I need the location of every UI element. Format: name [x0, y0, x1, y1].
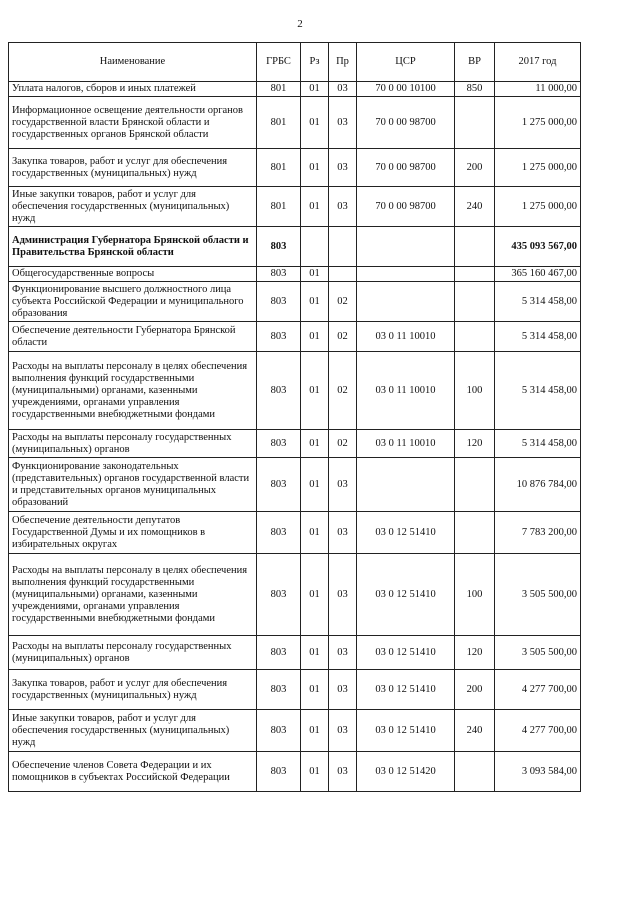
- table-row: [9, 267, 581, 282]
- cell-vr: 120: [455, 430, 495, 458]
- cell-grbs: 803: [257, 352, 301, 430]
- cell-name: Информационное освещение деятельности органов государственной власти Брянской области и государственных органов Брянской области: [9, 97, 257, 149]
- cell-grbs: 803: [257, 670, 301, 710]
- table-row: [9, 149, 581, 187]
- cell-csr: 03 0 12 51410: [357, 554, 455, 636]
- cell-name: Уплата налогов, сборов и иных платежей: [9, 82, 257, 97]
- cell-grbs: 803: [257, 267, 301, 282]
- table-row: [9, 352, 581, 430]
- cell-vr: [455, 752, 495, 792]
- cell-sum: 5 314 458,00: [495, 322, 581, 352]
- header-name: Наименование: [9, 43, 257, 82]
- cell-sum: 5 314 458,00: [495, 352, 581, 430]
- cell-rz: 01: [301, 282, 329, 322]
- cell-vr: 200: [455, 149, 495, 187]
- cell-sum: 4 277 700,00: [495, 710, 581, 752]
- table-row: [9, 512, 581, 554]
- cell-pr: 03: [329, 97, 357, 149]
- table-row: [9, 322, 581, 352]
- cell-name: Администрация Губернатора Брянской области и Правительства Брянской области: [9, 227, 257, 267]
- cell-pr: [329, 267, 357, 282]
- cell-sum: 1 275 000,00: [495, 97, 581, 149]
- cell-csr: 70 0 00 98700: [357, 187, 455, 227]
- table-row: [9, 187, 581, 227]
- table-row: [9, 636, 581, 670]
- cell-vr: 240: [455, 187, 495, 227]
- cell-grbs: 803: [257, 282, 301, 322]
- cell-csr: 03 0 11 10010: [357, 352, 455, 430]
- cell-vr: [455, 458, 495, 512]
- table-row: [9, 430, 581, 458]
- cell-grbs: 801: [257, 82, 301, 97]
- table-body: [9, 82, 581, 792]
- cell-pr: 03: [329, 636, 357, 670]
- cell-csr: [357, 458, 455, 512]
- cell-name: Обеспечение членов Совета Федерации и их помощников в субъектах Российской Федерации: [9, 752, 257, 792]
- header-csr: ЦСР: [357, 43, 455, 82]
- cell-sum: 7 783 200,00: [495, 512, 581, 554]
- cell-sum: 5 314 458,00: [495, 282, 581, 322]
- cell-rz: 01: [301, 636, 329, 670]
- cell-rz: 01: [301, 187, 329, 227]
- cell-grbs: 801: [257, 149, 301, 187]
- cell-rz: 01: [301, 512, 329, 554]
- cell-vr: 850: [455, 82, 495, 97]
- cell-pr: 03: [329, 670, 357, 710]
- table-header-row: [9, 43, 581, 82]
- cell-csr: 03 0 12 51420: [357, 752, 455, 792]
- cell-csr: 03 0 12 51410: [357, 710, 455, 752]
- cell-sum: 3 093 584,00: [495, 752, 581, 792]
- cell-vr: 120: [455, 636, 495, 670]
- cell-grbs: 801: [257, 97, 301, 149]
- cell-sum: 1 275 000,00: [495, 149, 581, 187]
- cell-vr: [455, 227, 495, 267]
- cell-rz: 01: [301, 458, 329, 512]
- cell-rz: 01: [301, 97, 329, 149]
- cell-sum: 365 160 467,00: [495, 267, 581, 282]
- header-sum: 2017 год: [495, 43, 581, 82]
- cell-rz: 01: [301, 710, 329, 752]
- cell-grbs: 803: [257, 752, 301, 792]
- page-number: 2: [297, 18, 303, 30]
- cell-rz: 01: [301, 430, 329, 458]
- cell-grbs: 803: [257, 458, 301, 512]
- cell-rz: [301, 227, 329, 267]
- cell-name: Расходы на выплаты персоналу государственных (муниципальных) органов: [9, 430, 257, 458]
- header-pr: Пр: [329, 43, 357, 82]
- header-vr: ВР: [455, 43, 495, 82]
- cell-sum: 5 314 458,00: [495, 430, 581, 458]
- cell-pr: 02: [329, 322, 357, 352]
- cell-name: Функционирование высшего должностного лица субъекта Российской Федерации и муниципального образования: [9, 282, 257, 322]
- cell-rz: 01: [301, 752, 329, 792]
- cell-name: Функционирование законодательных (представительных) органов государственной власти и представительных органов муниципальных образований: [9, 458, 257, 512]
- cell-sum: 11 000,00: [495, 82, 581, 97]
- cell-grbs: 801: [257, 187, 301, 227]
- cell-csr: 03 0 12 51410: [357, 670, 455, 710]
- table-row: [9, 554, 581, 636]
- cell-csr: 03 0 11 10010: [357, 430, 455, 458]
- cell-rz: 01: [301, 322, 329, 352]
- cell-grbs: 803: [257, 322, 301, 352]
- cell-pr: 03: [329, 458, 357, 512]
- cell-csr: [357, 282, 455, 322]
- table-row: [9, 752, 581, 792]
- cell-grbs: 803: [257, 430, 301, 458]
- cell-sum: 435 093 567,00: [495, 227, 581, 267]
- cell-rz: 01: [301, 267, 329, 282]
- cell-pr: 03: [329, 187, 357, 227]
- cell-vr: [455, 282, 495, 322]
- header-grbs: ГРБС: [257, 43, 301, 82]
- cell-sum: 10 876 784,00: [495, 458, 581, 512]
- cell-csr: 70 0 00 98700: [357, 149, 455, 187]
- cell-sum: 3 505 500,00: [495, 636, 581, 670]
- table-row: [9, 670, 581, 710]
- cell-pr: 03: [329, 82, 357, 97]
- cell-vr: [455, 322, 495, 352]
- cell-name: Расходы на выплаты персоналу в целях обеспечения выполнения функций государственными (муниципальными) органами, казенными учреждениями, органами управления государственными внебюджетными фондами: [9, 352, 257, 430]
- cell-csr: [357, 227, 455, 267]
- cell-sum: 1 275 000,00: [495, 187, 581, 227]
- cell-vr: [455, 97, 495, 149]
- cell-name: Расходы на выплаты персоналу государственных (муниципальных) органов: [9, 636, 257, 670]
- cell-rz: 01: [301, 149, 329, 187]
- cell-name: Закупка товаров, работ и услуг для обеспечения государственных (муниципальных) нужд: [9, 149, 257, 187]
- cell-name: Обеспечение деятельности депутатов Государственной Думы и их помощников в избирательных округах: [9, 512, 257, 554]
- cell-pr: 02: [329, 430, 357, 458]
- cell-vr: 200: [455, 670, 495, 710]
- cell-name: Иные закупки товаров, работ и услуг для обеспечения государственных (муниципальных) нужд: [9, 187, 257, 227]
- cell-vr: 100: [455, 554, 495, 636]
- table-row: [9, 458, 581, 512]
- cell-pr: 02: [329, 282, 357, 322]
- cell-grbs: 803: [257, 636, 301, 670]
- cell-csr: 70 0 00 98700: [357, 97, 455, 149]
- cell-csr: 03 0 12 51410: [357, 512, 455, 554]
- cell-name: Расходы на выплаты персоналу в целях обеспечения выполнения функций государственными (муниципальными) органами, казенными учреждениями, органами управления государственными внебюджетными фондами: [9, 554, 257, 636]
- cell-name: Иные закупки товаров, работ и услуг для обеспечения государственных (муниципальных) нужд: [9, 710, 257, 752]
- cell-rz: 01: [301, 82, 329, 97]
- table-row: [9, 227, 581, 267]
- cell-pr: 02: [329, 352, 357, 430]
- cell-csr: 03 0 11 10010: [357, 322, 455, 352]
- cell-grbs: 803: [257, 512, 301, 554]
- cell-csr: 70 0 00 10100: [357, 82, 455, 97]
- budget-table: [8, 42, 581, 792]
- table-row: [9, 282, 581, 322]
- cell-pr: 03: [329, 710, 357, 752]
- cell-pr: 03: [329, 752, 357, 792]
- cell-pr: 03: [329, 149, 357, 187]
- cell-grbs: 803: [257, 554, 301, 636]
- cell-vr: 240: [455, 710, 495, 752]
- cell-grbs: 803: [257, 227, 301, 267]
- cell-rz: 01: [301, 670, 329, 710]
- cell-sum: 3 505 500,00: [495, 554, 581, 636]
- table-row: [9, 710, 581, 752]
- cell-pr: [329, 227, 357, 267]
- cell-name: Закупка товаров, работ и услуг для обеспечения государственных (муниципальных) нужд: [9, 670, 257, 710]
- cell-vr: [455, 267, 495, 282]
- cell-rz: 01: [301, 352, 329, 430]
- cell-csr: [357, 267, 455, 282]
- cell-vr: 100: [455, 352, 495, 430]
- table-row: [9, 97, 581, 149]
- cell-pr: 03: [329, 554, 357, 636]
- cell-name: Общегосударственные вопросы: [9, 267, 257, 282]
- cell-grbs: 803: [257, 710, 301, 752]
- cell-csr: 03 0 12 51410: [357, 636, 455, 670]
- cell-pr: 03: [329, 512, 357, 554]
- table-row: [9, 82, 581, 97]
- cell-name: Обеспечение деятельности Губернатора Брянской области: [9, 322, 257, 352]
- cell-rz: 01: [301, 554, 329, 636]
- cell-vr: [455, 512, 495, 554]
- header-rz: Рз: [301, 43, 329, 82]
- cell-sum: 4 277 700,00: [495, 670, 581, 710]
